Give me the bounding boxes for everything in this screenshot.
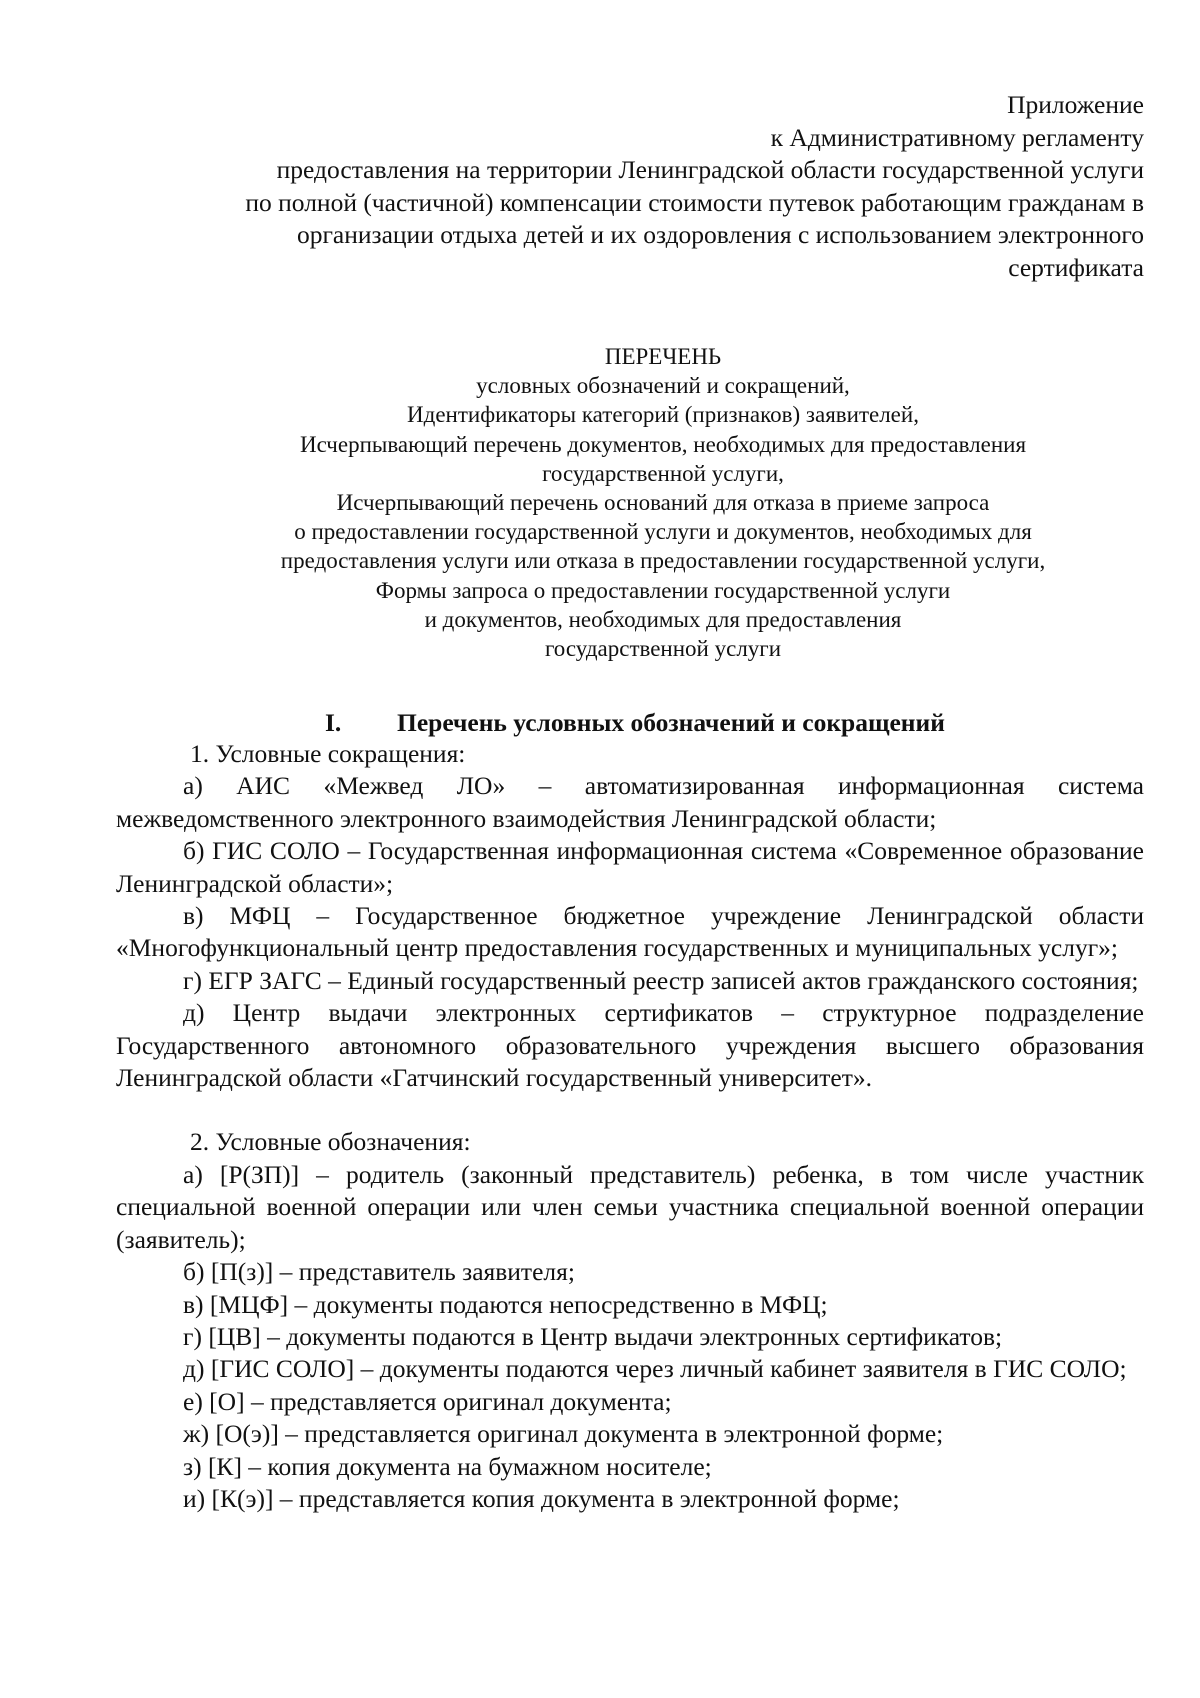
designation-item: д) [ГИС СОЛО] – документы подаются через личный кабинет заявителя в ГИС СОЛО; [183, 1354, 1127, 1384]
abbreviation-item: б) ГИС СОЛО – Государственная информационная система «Современное образование Ленинградской области»; [116, 836, 1144, 898]
designation-item: ж) [О(э)] – представляется оригинал документа в электронной форме; [183, 1419, 944, 1449]
section-heading [325, 707, 945, 739]
abbreviation-item: в) МФЦ – Государственное бюджетное учреждение Ленинградской области «Многофункциональный центр предоставления государственных и муниципальных услуг»; [116, 901, 1144, 963]
abbreviation-item: г) ЕГР ЗАГС – Единый государственный реестр записей актов гражданского состояния; [183, 965, 1139, 995]
paragraph-spacer [116, 1094, 1144, 1126]
designation-item: г) [ЦВ] – документы подаются в Центр выдачи электронных сертификатов; [183, 1321, 1003, 1351]
designations-heading: 2. Условные обозначения: [190, 1127, 471, 1157]
abbreviation-item: а) АИС «Межвед ЛО» – автоматизированная информационная система межведомственного электронного взаимодействия Ленинградской области; [116, 771, 1144, 833]
title-line: Формы запроса о предоставлении государственной услуги [375, 577, 951, 603]
title-line: о предоставлении государственной услуги и документов, необходимых для [294, 519, 1032, 545]
title-line: предоставления услуги или отказа в предоставлении государственной услуги, [280, 548, 1046, 574]
section-number: I. [325, 708, 342, 737]
abbreviations-heading: 1. Условные сокращения: [190, 739, 466, 768]
appendix-line: к Административному регламенту [770, 122, 1144, 152]
appendix-header [118, 89, 1144, 284]
designation-item: и) [К(э)] – представляется копия документа в электронной форме; [183, 1483, 900, 1513]
title-line: Исчерпывающий перечень документов, необходимых для предоставления [299, 431, 1027, 457]
appendix-line: организации отдыха детей и их оздоровления с использованием электронного [296, 220, 1144, 249]
document-body [116, 738, 1144, 1515]
designation-item: з) [К] – копия документа на бумажном носителе; [183, 1451, 712, 1481]
title-line: Идентификаторы категорий (признаков) заявителей, [407, 402, 919, 428]
document-title [118, 342, 1200, 663]
designation-item: а) [Р(ЗП)] – родитель (законный представитель) ребенка, в том числе участник специальной военной операции или член семьи участника специальной военной операции (заявитель); [116, 1159, 1144, 1254]
title-line: ПЕРЕЧЕНЬ [604, 344, 722, 369]
designation-item: в) [МЦФ] – документы подаются непосредственно в МФЦ; [183, 1289, 828, 1319]
appendix-line: по полной (частичной) компенсации стоимости путевок работающим гражданам в [245, 187, 1144, 217]
appendix-line: сертификата [1008, 252, 1144, 282]
title-line: условных обозначений и сокращений, [476, 373, 850, 399]
designation-item: е) [О] – представляется оригинал документа; [183, 1386, 672, 1416]
title-line: государственной услуги, [542, 460, 784, 486]
title-line: и документов, необходимых для предоставления [424, 606, 902, 632]
abbreviation-item: д) Центр выдачи электронных сертификатов – структурное подразделение Государственного автономного образовательного учреждения высшего образования Ленинградской области «Гатчинский государственный университет». [116, 998, 1144, 1093]
title-line: государственной услуги [544, 636, 782, 662]
section-title: Перечень условных обозначений и сокращений [397, 708, 945, 737]
appendix-line: Приложение [1007, 90, 1144, 119]
designation-item: б) [П(з)] – представитель заявителя; [183, 1257, 575, 1287]
appendix-line: предоставления на территории Ленинградской области государственной услуги [276, 155, 1144, 184]
title-line: Исчерпывающий перечень оснований для отказа в приеме запроса [336, 490, 990, 516]
